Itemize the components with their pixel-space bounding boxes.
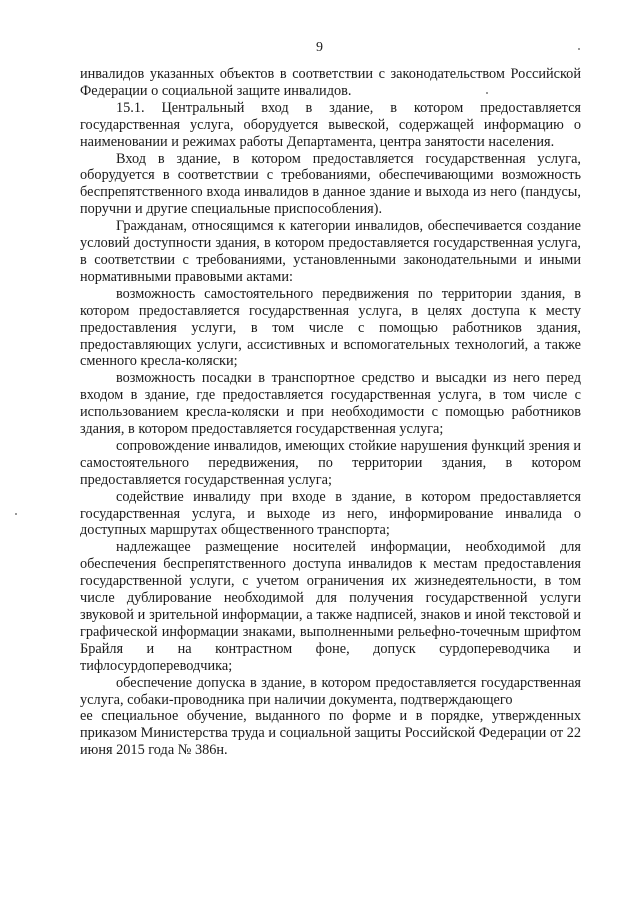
- scan-speck: [578, 48, 580, 50]
- paragraph-6: возможность посадки в транспортное средство и высадки из него перед входом в здание, где предоставляется государственная услуга, в том числе с использованием кресла-коляски и при необходимости с помощью работников здания, в котором предоставляется государственная услуга;: [80, 370, 581, 438]
- paragraph-1: инвалидов указанных объектов в соответствии с законодательством Российской Федерации о социальной защите инвалидов.: [80, 66, 581, 99]
- paragraph-9: надлежащее размещение носителей информации, необходимой для обеспечения беспрепятственного доступа инвалидов к местам предоставления государственной услуги, с учетом ограничения их жизнедеятельности, в том числе дублирование необходимой для получения государственной услуги звуковой и зрительной информации, а также надписей, знаков и иной текстовой и графической информации знаками, выполненными рельефно-точечным шрифтом Брайля и на контрастном фоне, допуск сурдопереводчика и тифлосурдопереводчика;: [80, 539, 581, 674]
- scan-speck: [15, 513, 17, 515]
- paragraph-2: 15.1. Центральный вход в здание, в котором предоставляется государственная услуга, оборудуется вывеской, содержащей информацию о наименовании и режимах работы Департамента, центра занятости населения.: [80, 99, 581, 150]
- paragraph-10: обеспечение допуска в здание, в котором предоставляется государственная услуга, собаки-проводника при наличии документа, подтверждающего: [80, 674, 581, 708]
- paragraph-11: ее специальное обучение, выданного по форме и в порядке, утвержденных приказом Министерства труда и социальной защиты Российской Федерации от 22 июня 2015 года № 386н.: [80, 708, 581, 759]
- paragraph-4: Гражданам, относящимся к категории инвалидов, обеспечивается создание условий доступности здания, в котором предоставляется государственная услуга, в соответствии с требованиями, установленными законодательными и иными нормативными правовыми актами:: [80, 218, 581, 285]
- paragraph-5: возможность самостоятельного передвижения по территории здания, в котором предоставляется государственная услуга, в целях доступа к месту предоставления услуги, в том числе с помощью работников здания, предоставляющих услуги, ассистивных и вспомогательных технологий, а также сменного кресла-коляски;: [80, 285, 581, 370]
- paragraph-8: содействие инвалиду при входе в здание, в котором предоставляется государственная услуга, и выходе из него, информирование инвалида о доступных маршрутах общественного транспорта;: [80, 488, 581, 539]
- paragraph-7: сопровождение инвалидов, имеющих стойкие нарушения функций зрения и самостоятельного передвижения, по территории здания, в котором предоставляется государственная услуга;: [80, 437, 581, 488]
- scan-speck: [486, 92, 488, 94]
- paragraph-3: Вход в здание, в котором предоставляется государственная услуга, оборудуется в соответствии с требованиями, обеспечивающими возможность беспрепятственного входа инвалидов в данное здание и выхода из него (пандусы, поручни и другие специальные приспособления).: [80, 150, 581, 218]
- page-number: 9: [316, 40, 323, 55]
- document-body: [80, 66, 581, 759]
